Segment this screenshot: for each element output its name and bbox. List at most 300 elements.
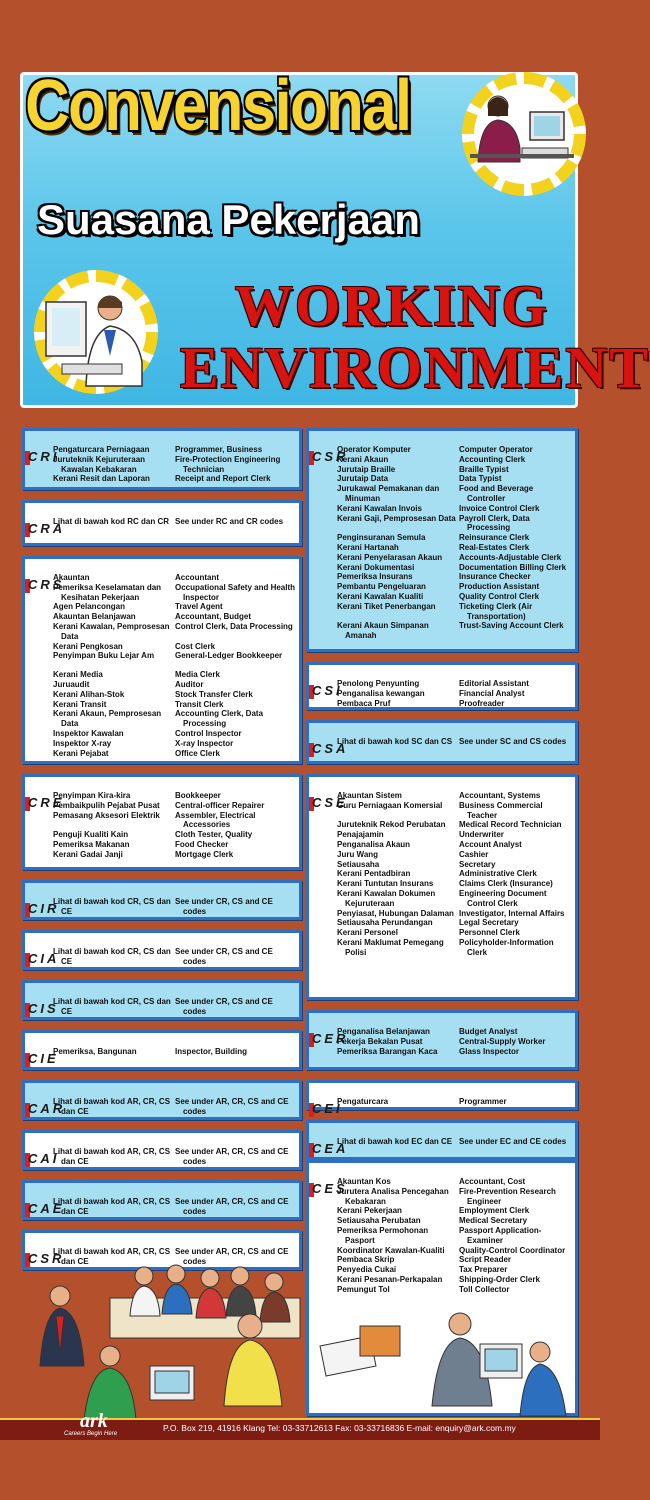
holland-code-label: CIA	[28, 951, 60, 966]
occupation-row	[337, 514, 573, 534]
holland-code-label: CEI	[312, 1101, 343, 1116]
occupation-english: Budget Analyst	[459, 1027, 518, 1036]
occupation-english: Fire-Prevention Research Engineer	[459, 1186, 556, 1206]
occupation-list	[53, 573, 297, 758]
occupation-row	[53, 642, 297, 652]
holland-code-label: CSR	[312, 449, 349, 464]
occupation-english: See under RC and CR codes	[175, 517, 284, 526]
occupation-malay: Pemeriksa Barangan Kaca	[337, 1046, 438, 1056]
code-section-cae	[22, 1180, 302, 1220]
occupation-malay: Pemeriksa Insurans	[337, 572, 413, 582]
occupation-row	[337, 504, 573, 514]
occupation-row	[337, 820, 573, 830]
occupation-malay: Penyiasat, Hubungan Dalaman	[337, 908, 454, 918]
holland-code-label: CIS	[28, 1001, 59, 1016]
occupation-malay: Inspektor Kawalan	[53, 728, 124, 738]
occupation-row	[53, 474, 297, 484]
occupation-row	[337, 592, 573, 602]
occupation-row	[53, 445, 297, 455]
occupation-malay: Kerani Pengkosan	[53, 641, 123, 651]
occupation-english: See under SC and CS codes	[459, 737, 567, 746]
occupation-malay: Penganalisa Akaun	[337, 839, 411, 849]
contact-line: P.O. Box 219, 41916 Klang Tel: 03-33712613 Fax: 03-33716836 E-mail: enquiry@ark.com.my	[163, 1423, 516, 1433]
occupation-row	[53, 947, 297, 967]
occupation-english: Investigator, Internal Affairs	[459, 908, 565, 918]
occupation-malay: Pemasang Aksesori Elektrik	[53, 810, 160, 820]
occupation-malay: Guru Perniagaan Komersial	[337, 800, 443, 810]
occupation-english: Accounting Clerk	[459, 454, 526, 464]
code-section-cer	[306, 1010, 578, 1070]
occupation-english: Quality-Control Coordinator	[459, 1245, 566, 1255]
occupation-row	[337, 889, 573, 909]
occupation-english: Cashier	[459, 849, 489, 859]
occupation-row	[337, 850, 573, 860]
occupation-english: Trust-Saving Account Clerk	[459, 621, 564, 631]
occupation-malay: Lihat di bawah kod AR, CR, CS dan CE	[53, 1197, 171, 1216]
occupation-row	[337, 533, 573, 543]
occupation-english: Documentation Billing Clerk	[459, 562, 567, 572]
occupation-row	[337, 1037, 573, 1047]
occupation-row	[337, 572, 573, 582]
occupation-row	[337, 938, 573, 958]
occupation-row	[337, 621, 573, 641]
occupation-list	[337, 791, 573, 958]
occupation-row	[337, 918, 573, 928]
holland-code-label: CSA	[312, 741, 349, 756]
code-section-csr	[306, 428, 578, 652]
occupation-row	[53, 622, 297, 642]
occupation-list	[53, 897, 297, 917]
occupation-malay: Kerani Dokumentasi	[337, 562, 415, 572]
occupation-row	[337, 602, 573, 622]
occupation-malay: Pemeriksa Makanan	[53, 839, 130, 849]
occupation-english: Tax Preparer	[459, 1265, 508, 1275]
occupation-english: See under CR, CS and CE codes	[175, 947, 273, 966]
occupation-english: Programmer	[459, 1097, 507, 1106]
occupation-list	[53, 517, 297, 527]
occupation-row	[53, 997, 297, 1017]
occupation-malay: Kerani Gadai Janji	[53, 849, 123, 859]
occupation-malay: Pembaikpulih Pejabat Pusat	[53, 800, 160, 810]
occupation-row	[337, 840, 573, 850]
occupation-malay: Operator Komputer	[337, 445, 411, 454]
occupation-english: Payroll Clerk, Data Processing	[459, 513, 530, 533]
holland-code-label: CAR	[28, 1101, 66, 1116]
occupation-english: Central-Supply Worker	[459, 1036, 546, 1046]
occupation-row	[337, 1216, 573, 1226]
occupation-row	[53, 651, 297, 661]
logo-wordmark: ark	[80, 1410, 108, 1432]
occupation-english: Cloth Tester, Quality	[175, 830, 253, 840]
occupation-list	[53, 1047, 297, 1057]
occupation-malay: Kerani Personel	[337, 928, 398, 938]
occupation-malay: Lihat di bawah kod CR, CS dan CE	[53, 897, 171, 916]
occupation-malay: Pemungut Tol	[337, 1284, 390, 1294]
occupation-english: Real-Estates Clerk	[459, 542, 530, 552]
occupation-english: Food Checker	[175, 839, 229, 849]
occupation-row	[53, 700, 297, 710]
occupation-malay: Jurutaip Braille	[337, 464, 396, 474]
occupation-english: Secretary	[459, 859, 496, 869]
occupation-row	[53, 729, 297, 739]
occupation-malay: Kerani Akaun	[337, 454, 389, 464]
occupation-malay: Juru Wang	[337, 849, 379, 859]
occupation-list	[53, 1197, 297, 1217]
occupation-english: Toll Collector	[459, 1284, 510, 1294]
occupation-row	[53, 850, 297, 860]
occupation-english: Travel Agent	[175, 602, 223, 612]
code-section-cea	[306, 1120, 578, 1160]
code-section-cia	[22, 930, 302, 970]
occupation-row	[337, 1027, 573, 1037]
occupation-row	[337, 869, 573, 879]
occupation-malay: Agen Pelancongan	[53, 602, 126, 612]
occupation-malay: Kerani Hartanah	[337, 542, 399, 552]
occupation-malay: Lihat di bawah kod AR, CR, CS dan CE	[53, 1247, 171, 1266]
occupation-english: See under AR, CR, CS and CE codes	[175, 1247, 289, 1266]
occupation-english: See under CR, CS and CE codes	[175, 897, 273, 916]
occupation-english: Ticketing Clerk (Air Transportation)	[459, 601, 533, 621]
holland-code-label: CER	[312, 1031, 349, 1046]
occupation-list	[337, 737, 573, 747]
occupation-english: Central-officer Repairer	[175, 800, 265, 810]
occupation-row	[53, 739, 297, 749]
occupation-english: Transit Clerk	[175, 699, 224, 709]
occupation-malay: Lihat di bawah kod AR, CR, CS dan CE	[53, 1097, 171, 1116]
code-section-cri	[22, 428, 302, 490]
occupation-row	[337, 1206, 573, 1216]
occupation-english: Administrative Clerk	[459, 869, 537, 879]
occupation-english: Insurance Checker	[459, 572, 531, 582]
occupation-english: General-Ledger Bookkeeper	[175, 651, 283, 661]
occupation-row	[337, 791, 573, 801]
holland-code-label: CAE	[28, 1201, 65, 1216]
occupation-row	[337, 801, 573, 821]
occupation-row	[53, 1097, 297, 1117]
code-section-car	[22, 1080, 302, 1120]
occupation-english: Business Commercial Teacher	[459, 800, 543, 820]
occupation-english: Braille Typist	[459, 464, 509, 474]
occupation-english: Underwriter	[459, 830, 504, 840]
occupation-english: Cost Clerk	[175, 641, 216, 651]
occupation-malay: Pemeriksa Permohonan Pasport	[337, 1225, 429, 1245]
occupation-english: Account Analyst	[459, 839, 522, 849]
occupation-malay: Pembaca Skrip	[337, 1255, 395, 1265]
occupation-english: Personnel Clerk	[459, 928, 520, 938]
occupation-malay: Setiausaha	[337, 859, 380, 869]
code-section-cei	[306, 1080, 578, 1116]
occupation-english: Accounts-Adjustable Clerk	[459, 552, 562, 562]
occupation-list	[337, 1137, 573, 1147]
occupation-row	[53, 573, 297, 583]
occupation-row	[337, 1137, 573, 1147]
logo-tagline: Careers Begin Here	[64, 1431, 118, 1437]
occupation-english: Receipt and Report Clerk	[175, 474, 271, 484]
occupation-english: Auditor	[175, 679, 204, 689]
title-working: WORKING	[235, 273, 549, 338]
occupation-malay: Kerani Resit dan Laporan	[53, 474, 150, 484]
occupation-row	[53, 1197, 297, 1217]
occupation-row	[53, 583, 297, 603]
occupation-english: Policyholder-Information Clerk	[459, 937, 554, 957]
occupation-malay: Kerani Penyelarasan Akaun	[337, 552, 443, 562]
occupation-list	[53, 997, 297, 1017]
occupation-row	[337, 860, 573, 870]
occupation-row	[53, 602, 297, 612]
occupation-english: See under EC and CE codes	[459, 1137, 567, 1146]
occupation-malay: Akauntan	[53, 573, 90, 582]
occupation-row	[337, 1187, 573, 1207]
occupation-row	[337, 1097, 573, 1107]
occupation-list	[337, 1027, 573, 1056]
occupation-malay: Lihat di bawah kod EC dan CE	[337, 1137, 453, 1146]
occupation-malay: Kerani Pentadbiran	[337, 869, 411, 879]
occupation-row	[337, 553, 573, 563]
occupation-english: See under AR, CR, CS and CE codes	[175, 1097, 289, 1116]
occupation-malay: Kerani Akaun Simpanan Amanah	[337, 621, 429, 641]
occupation-english: Office Clerk	[175, 748, 220, 758]
occupation-row	[53, 801, 297, 811]
occupation-malay: Penyimpan Kira-kira	[53, 791, 131, 800]
occupation-row	[337, 1047, 573, 1057]
occupation-english: Legal Secretary	[459, 918, 519, 928]
holland-code-label: CRS	[28, 577, 65, 592]
occupation-malay: Setiausaha Perubatan	[337, 1216, 421, 1226]
occupation-row	[337, 455, 573, 465]
occupation-malay: Pekerja Bekalan Pusat	[337, 1036, 423, 1046]
occupation-english: Proofreader	[459, 698, 505, 708]
occupation-malay: Pemeriksa Keselamatan dan Kesihatan Pekerjaan	[53, 582, 162, 602]
occupation-row	[53, 517, 297, 527]
occupation-malay: Akauntan Kos	[337, 1177, 391, 1186]
occupation-english: Control Clerk, Data Processing	[175, 621, 293, 631]
occupation-list	[53, 1097, 297, 1117]
occupation-english: See under CR, CS and CE codes	[175, 997, 273, 1016]
holland-code-label: CRI	[28, 449, 60, 464]
occupation-malay: Penyimpan Buku Lejar Am	[53, 651, 155, 661]
occupation-malay: Kerani Kawalan Dokumen Kejuruteraan	[337, 888, 436, 908]
occupation-malay: Lihat di bawah kod CR, CS dan CE	[53, 997, 171, 1016]
holland-code-label: CSE	[312, 795, 348, 810]
occupation-malay: Jurutera Analisa Pencegahan Kebakaran	[337, 1186, 449, 1206]
occupation-malay: Kerani Gaji, Pemprosesan Data	[337, 513, 456, 523]
code-section-cie	[22, 1030, 302, 1070]
occupation-english: Quality Control Clerk	[459, 591, 540, 601]
occupation-list	[53, 445, 297, 484]
occupation-english: Media Clerk	[175, 670, 220, 680]
occupation-row	[337, 1246, 573, 1256]
occupation-row	[53, 897, 297, 917]
occupation-malay: Setiausaha Perundangan	[337, 918, 433, 928]
occupation-malay: Juruaudit	[53, 679, 90, 689]
holland-code-label: CRE	[28, 795, 65, 810]
occupation-row	[337, 679, 573, 689]
occupation-malay: Penolong Penyunting	[337, 679, 420, 688]
code-section-csi	[306, 662, 578, 710]
occupation-row	[337, 543, 573, 553]
occupation-malay: Penajajamin	[337, 830, 384, 840]
occupation-row	[53, 1147, 297, 1167]
occupation-malay: Kerani Maklumat Pemegang Polisi	[337, 937, 444, 957]
occupation-malay: Akauntan Belanjawan	[53, 612, 136, 622]
occupation-english: Claims Clerk (Insurance)	[459, 879, 553, 889]
occupation-malay: Lihat di bawah kod SC dan CS	[337, 737, 453, 746]
occupation-row	[337, 909, 573, 919]
occupation-english: See under AR, CR, CS and CE codes	[175, 1197, 289, 1216]
occupation-malay: Kerani Pekerjaan	[337, 1206, 402, 1216]
occupation-malay: Kerani Kawalan Kualiti	[337, 591, 424, 601]
occupation-english: Accountant	[175, 573, 219, 582]
code-section-cir	[22, 880, 302, 920]
occupation-malay: Pembaca Pruf	[337, 698, 391, 708]
occupation-row	[337, 830, 573, 840]
ark-logo	[64, 1410, 152, 1438]
occupation-malay: Kerani Akaun, Pemprosesan Data	[53, 709, 162, 729]
code-section-cis	[22, 980, 302, 1020]
occupation-english: X-ray Inspector	[175, 738, 234, 748]
holland-code-label: CSI	[312, 683, 343, 698]
occupation-row	[337, 484, 573, 504]
occupation-english: Computer Operator	[459, 445, 533, 454]
occupation-row	[337, 563, 573, 573]
occupation-malay: Penganalisa Belanjawan	[337, 1027, 430, 1036]
occupation-english: Programmer, Business	[175, 445, 263, 454]
occupation-malay: Pengaturcara	[337, 1097, 389, 1106]
code-section-crs	[22, 556, 302, 764]
occupation-english: Passport Application-Examiner	[459, 1225, 542, 1245]
occupation-malay: Lihat di bawah kod CR, CS dan CE	[53, 947, 171, 966]
occupation-row	[337, 445, 573, 455]
occupation-english: Financial Analyst	[459, 688, 525, 698]
title-suasana-pekerjaan: Suasana Pekerjaan	[37, 196, 420, 243]
occupation-malay: Pengaturcara Perniagaan	[53, 445, 150, 454]
occupation-malay: Akauntan Sistem	[337, 791, 402, 800]
occupation-english: Fire-Protection Engineering Technician	[175, 454, 281, 474]
occupation-malay: Penguji Kualiti Kain	[53, 830, 129, 840]
occupation-row	[53, 791, 297, 801]
occupation-english: Food and Beverage Controller	[459, 484, 534, 503]
occupation-row	[337, 465, 573, 475]
occupation-malay: Penyedia Cukai	[337, 1265, 397, 1275]
code-section-cai	[22, 1130, 302, 1170]
occupation-english: Employment Clerk	[459, 1206, 530, 1216]
holland-code-label: CEA	[312, 1141, 349, 1156]
holland-code-label: CRA	[28, 521, 66, 536]
occupation-english: Accountant, Cost	[459, 1177, 526, 1186]
occupation-row	[53, 709, 297, 729]
occupation-english: Engineering Document Control Clerk	[459, 888, 547, 908]
occupation-malay: Kerani Pesanan-Perkapalan	[337, 1274, 443, 1284]
occupation-row	[53, 680, 297, 690]
occupation-english: Bookkeeper	[175, 791, 221, 800]
occupation-english: Mortgage Clerk	[175, 849, 234, 859]
occupation-list	[53, 1147, 297, 1167]
occupation-english: Shipping-Order Clerk	[459, 1274, 540, 1284]
occupation-row	[337, 474, 573, 484]
occupation-row	[337, 689, 573, 699]
occupation-english: Accountant, Budget	[175, 612, 251, 622]
occupation-english: Medical Record Technician	[459, 820, 562, 830]
occupation-row	[337, 879, 573, 889]
woman-at-computer-illustration	[470, 92, 580, 170]
occupation-list	[337, 1097, 573, 1107]
occupation-english: Production Assistant	[459, 582, 540, 592]
occupation-row	[53, 1047, 297, 1057]
occupation-malay: Penganalisa kewangan	[337, 688, 425, 698]
occupation-malay: Pemeriksa, Bangunan	[53, 1047, 137, 1056]
occupation-malay: Lihat di bawah kod RC dan CR	[53, 517, 170, 526]
occupation-malay: Kerani Tiket Penerbangan	[337, 601, 436, 611]
occupation-malay: Kerani Kawalan, Pemprosesan Data	[53, 621, 170, 641]
occupation-malay: Jurukawal Pemakanan dan Minuman	[337, 484, 440, 503]
occupation-malay: Kerani Pejabat	[53, 748, 109, 758]
occupation-english: See under AR, CR, CS and CE codes	[175, 1147, 289, 1166]
code-section-csa	[306, 720, 578, 764]
occupation-malay: Kerani Alihan-Stok	[53, 689, 125, 699]
occupation-english: Stock Transfer Clerk	[175, 689, 253, 699]
occupation-english: Inspector, Building	[175, 1047, 248, 1056]
occupation-english: Data Typist	[459, 474, 502, 484]
occupation-malay: Juruteknik Rekod Perubatan	[337, 820, 446, 830]
occupation-malay: Penginsuranan Semula	[337, 533, 426, 543]
occupation-malay: Koordinator Kawalan-Kualiti	[337, 1245, 445, 1255]
occupation-malay: Juruteknik Kejuruteraan Kawalan Kebakaran	[53, 454, 146, 474]
occupation-row	[53, 830, 297, 840]
occupation-english: Glass Inspector	[459, 1046, 520, 1056]
occupation-english: Reinsurance Clerk	[459, 533, 530, 543]
occupation-english: Editorial Assistant	[459, 679, 529, 688]
occupation-list	[53, 791, 297, 860]
holland-code-label: CES	[312, 1181, 348, 1196]
occupation-malay: Kerani Tuntutan Insurans	[337, 879, 434, 889]
occupation-list	[337, 679, 573, 708]
office-workers-illustration	[0, 1256, 600, 1420]
occupation-row	[337, 928, 573, 938]
occupation-malay: Pembantu Pengeluaran	[337, 582, 426, 592]
occupation-list	[337, 445, 573, 641]
occupation-row	[53, 840, 297, 850]
occupation-english: Accountant, Systems	[459, 791, 541, 800]
code-section-cra	[22, 500, 302, 546]
occupation-list	[53, 947, 297, 967]
occupation-malay: Kerani Media	[53, 670, 103, 680]
occupation-malay: Kerani Kawalan Invois	[337, 503, 422, 513]
holland-code-label: CSR	[28, 1251, 65, 1266]
occupation-malay: Kerani Transit	[53, 699, 107, 709]
occupation-malay: Inspektor X-ray	[53, 738, 112, 748]
occupation-row	[53, 749, 297, 759]
occupation-english: Occupational Safety and Health Inspector	[175, 582, 296, 602]
occupation-malay: Lihat di bawah kod AR, CR, CS dan CE	[53, 1147, 171, 1166]
occupation-row	[53, 811, 297, 831]
occupation-english: Medical Secretary	[459, 1216, 528, 1226]
occupation-row	[53, 690, 297, 700]
occupation-english: Control Inspector	[175, 728, 242, 738]
occupation-english: Assembler, Electrical Accessories	[175, 810, 256, 830]
title-environment: ENVIRONMENT	[180, 335, 650, 400]
occupation-row	[337, 582, 573, 592]
code-section-cre	[22, 774, 302, 870]
occupation-english: Invoice Control Clerk	[459, 503, 540, 513]
occupation-row	[53, 612, 297, 622]
holland-code-label: CIR	[28, 901, 60, 916]
title-convensional: Convensional	[25, 66, 411, 146]
occupation-row	[53, 455, 297, 475]
occupation-row	[53, 670, 297, 680]
occupation-english: Script Reader	[459, 1255, 512, 1265]
occupation-row	[337, 1226, 573, 1246]
occupation-malay: Jurutaip Data	[337, 474, 389, 484]
